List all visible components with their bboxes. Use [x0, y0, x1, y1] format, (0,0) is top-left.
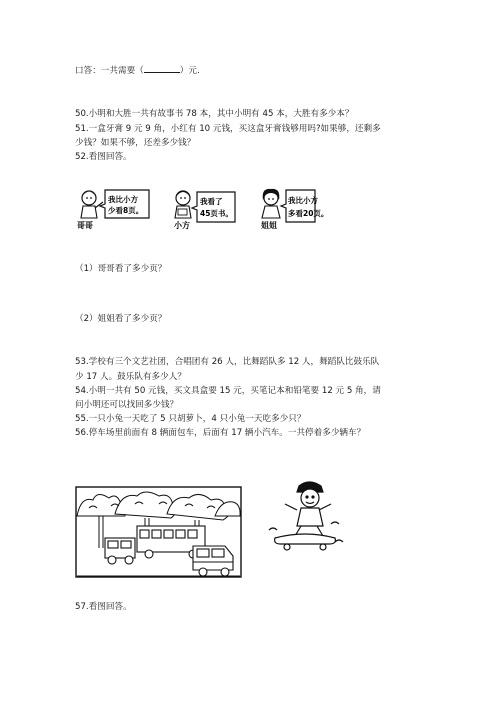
question-54-line-2: 问小明还可以找回多少钱？	[75, 400, 179, 410]
question-55: 55.一只小兔一天吃了 5 只胡萝卜，4 只小兔一天吃多少只？	[75, 414, 306, 424]
sister-speech-line-1: 我比小方	[288, 196, 318, 205]
parking-lot-picture	[75, 486, 242, 578]
brother-figure	[77, 191, 103, 230]
xiaofang-label: 小方	[174, 221, 190, 230]
question-52: 52.看图回答。	[75, 152, 132, 162]
xiaofang-speech-line-2: 45页书。	[200, 209, 233, 218]
brother-speech-line-1: 我比小方	[108, 195, 138, 204]
sister-figure	[261, 189, 280, 230]
answer-line	[75, 63, 200, 77]
xiaofang-speech-line-1: 我看了	[200, 197, 223, 206]
question-54-line-1: 54.小明一共有 50 元钱，买文具盒要 15 元，买笔记本和铅笔要 12 元 5 角，请	[75, 386, 381, 396]
brother-label: 哥哥	[77, 221, 93, 230]
question-51-line-1: 51.一盒牙膏 9 元 9 角，小红有 10 元钱，买这盒牙膏钱够用吗?如果够，还剩多	[75, 124, 381, 134]
skateboard-boy-picture	[265, 480, 345, 552]
question-53-line-2: 少 17 人。鼓乐队有多少人？	[75, 372, 186, 382]
figure-52-children	[75, 186, 329, 236]
answer-suffix: ）元.	[179, 66, 200, 76]
question-50: 50.小明和大胜一共有故事书 78 本，其中小明有 45 本，大胜有多少本？	[75, 109, 354, 119]
sister-speech-bubble	[281, 190, 328, 222]
brother-speech-bubble	[100, 190, 149, 218]
question-51-line-2: 少钱？如果不够，还差多少钱？	[75, 138, 196, 148]
xiaofang-speech-bubble	[192, 192, 235, 222]
sub-question-2: （2）姐姐看了多少页？	[75, 314, 167, 324]
question-53-line-1: 53.学校有三个文艺社团，合唱团有 26 人，比舞蹈队多 12 人，舞蹈队比鼓乐队	[75, 357, 380, 367]
brother-speech-line-2: 少看8页。	[108, 206, 144, 215]
sister-speech-line-2: 多看20页。	[288, 209, 329, 218]
sub-question-1: （1）哥哥看了多少页？	[75, 264, 167, 274]
question-57: 57.看图回答。	[75, 602, 132, 612]
sister-label: 姐姐	[261, 221, 277, 230]
answer-prefix: 口答：一共需要（	[75, 66, 144, 76]
xiaofang-figure	[174, 191, 191, 230]
answer-blank[interactable]	[144, 63, 180, 73]
question-56: 56.停车场里前面有 8 辆面包车，后面有 17 辆小汽车。一共停着多少辆车？	[75, 428, 366, 438]
